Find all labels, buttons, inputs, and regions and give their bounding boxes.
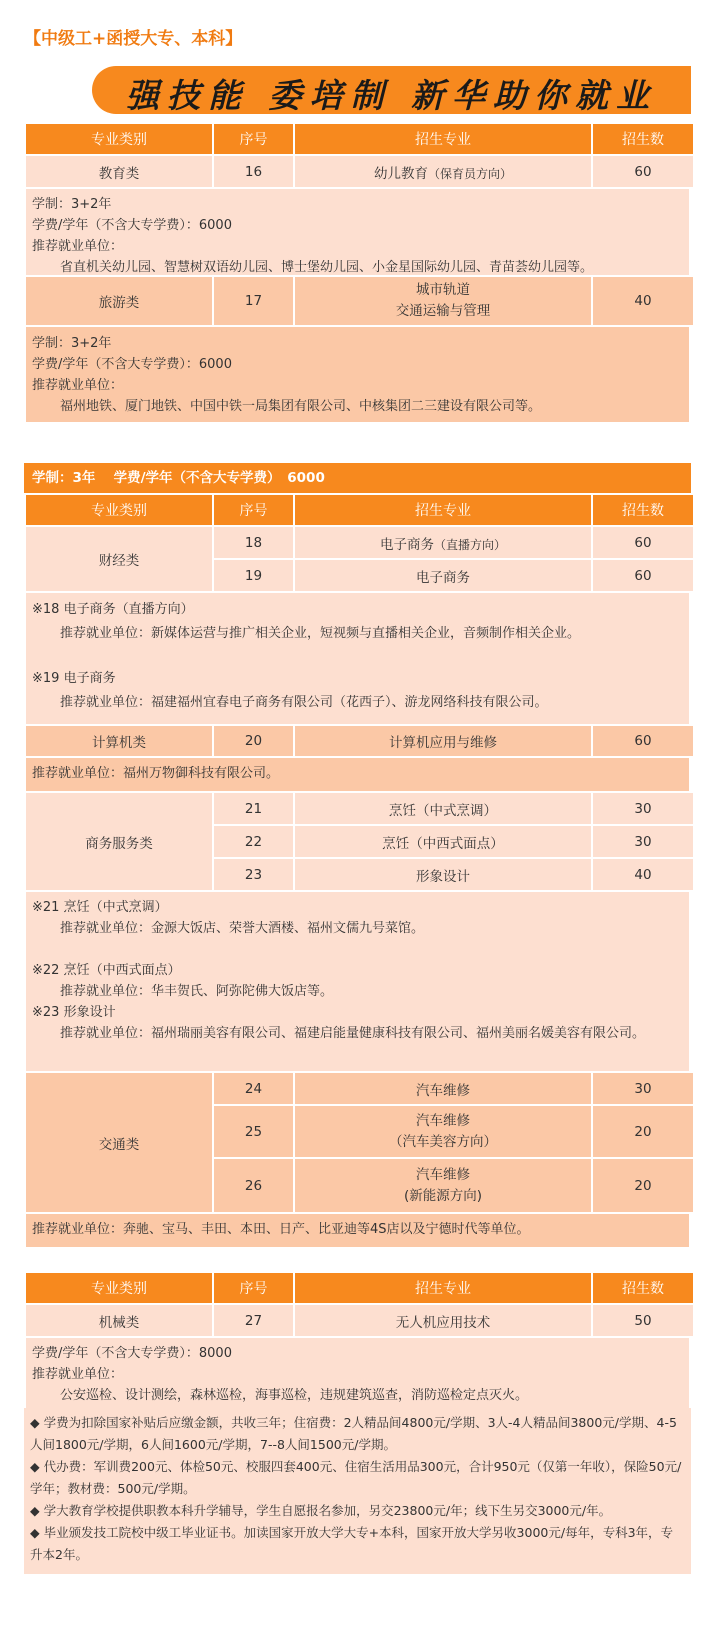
col-category: 专业类别 xyxy=(25,123,213,155)
section-title: 【中级工+函授大专、本科】 xyxy=(24,29,243,49)
major-cell xyxy=(294,1158,592,1213)
note-title: ※21 烹饪（中式烹调） xyxy=(32,900,168,915)
duration-text: 学制：3+2年 xyxy=(32,197,112,212)
note-text: 推荐就业单位：新媒体运营与推广相关企业，短视频与直播相关企业，音频制作相关企业。 xyxy=(60,626,581,641)
table-row xyxy=(25,1072,694,1105)
major-cell: 电子商务 xyxy=(294,559,592,592)
category-cell: 机械类 xyxy=(25,1304,213,1337)
quota-cell: 60 xyxy=(592,155,694,188)
table-row xyxy=(25,1304,694,1337)
duration-text: 学制：3+2年 xyxy=(32,336,112,351)
col-quota: 招生数 xyxy=(592,123,694,155)
note-title: ※19 电子商务 xyxy=(32,671,116,686)
col-number: 序号 xyxy=(213,123,294,155)
number-cell: 24 xyxy=(213,1072,294,1105)
footnote-item: ◆ 学大教育学校提供职教本科升学辅导，学生自愿报名参加，另交23800元/年；线下生另交3000元/年。 xyxy=(30,1503,612,1518)
fee-text: 学费/学年（不含大专学费）：8000 xyxy=(32,1346,232,1361)
category-cell: 教育类 xyxy=(25,155,213,188)
major-line2: (新能源方向) xyxy=(403,1187,483,1204)
major-line2: （汽车美容方向） xyxy=(389,1133,497,1150)
table-row xyxy=(25,526,694,559)
table-header xyxy=(25,123,694,155)
major-cell: 形象设计 xyxy=(294,858,592,891)
note-title: ※23 形象设计 xyxy=(32,1005,116,1020)
quota-cell: 30 xyxy=(592,825,694,858)
col-number: 序号 xyxy=(213,494,294,526)
number-cell: 26 xyxy=(213,1158,294,1213)
major-line1: 汽车维修 xyxy=(416,1166,470,1183)
note-text: 推荐就业单位：金源大饭店、荣誉大酒楼、福州文儒九号菜馆。 xyxy=(60,921,425,936)
number-cell: 23 xyxy=(213,858,294,891)
footnote-item: ◆ 毕业颁发技工院校中级工毕业证书。加读国家开放大学大专+本科，国家开放大学另收3000元/每年，专科3年，专升本2年。 xyxy=(30,1525,674,1562)
quota-cell: 60 xyxy=(592,559,694,592)
note-text: 推荐就业单位：福建福州宜春电子商务有限公司（花西子）、游龙网络科技有限公司。 xyxy=(60,695,548,710)
quota-cell: 60 xyxy=(592,526,694,559)
col-category: 专业类别 xyxy=(25,1272,213,1304)
table-mechanical xyxy=(24,1271,691,1410)
table-row xyxy=(25,725,694,757)
number-cell: 18 xyxy=(213,526,294,559)
footnote-item: ◆ 代办费：军训费200元、体检50元、校服四套400元、住宿生活用品300元，合计950元（仅第一年收），保险50元/学年；教材费：500元/学期。 xyxy=(30,1459,682,1496)
major-name: 幼儿教育 xyxy=(373,165,428,182)
fee-text: 学费/学年（不含大专学费）：6000 xyxy=(32,218,232,233)
number-cell: 16 xyxy=(213,155,294,188)
col-number: 序号 xyxy=(213,1272,294,1304)
table-three-year xyxy=(24,463,691,1247)
table-row xyxy=(25,276,694,326)
note-finance xyxy=(24,593,691,724)
major-line2: 交通运输与管理 xyxy=(395,303,491,319)
quota-cell: 20 xyxy=(592,1158,694,1213)
note-mechanical xyxy=(24,1338,691,1410)
quota-cell: 30 xyxy=(592,1072,694,1105)
quota-cell: 40 xyxy=(592,858,694,891)
note-title: ※22 烹饪（中西式面点） xyxy=(32,963,181,978)
major-cell xyxy=(294,155,592,188)
note-computer: 推荐就业单位：福州万物御科技有限公司。 xyxy=(24,758,691,791)
number-cell: 21 xyxy=(213,792,294,825)
number-cell: 27 xyxy=(213,1304,294,1337)
table-header xyxy=(25,1272,694,1304)
note-text: 推荐就业单位：华丰贺氏、阿弥陀佛大饭店等。 xyxy=(60,984,334,999)
banner-text: 强技能 委培制 新华助你就业 xyxy=(126,76,657,115)
category-cell: 财经类 xyxy=(25,526,213,592)
note-education xyxy=(24,189,691,275)
table-header xyxy=(25,494,694,526)
quota-cell: 30 xyxy=(592,792,694,825)
col-quota: 招生数 xyxy=(592,494,694,526)
quota-cell: 60 xyxy=(592,725,694,757)
major-sub: （保育员方向） xyxy=(427,166,512,181)
table-education-tourism xyxy=(24,122,691,422)
table-title: 学制：3年 学费/学年（不含大专学费） 6000 xyxy=(24,463,691,493)
number-cell: 22 xyxy=(213,825,294,858)
employ-text: 省直机关幼儿园、智慧树双语幼儿园、博士堡幼儿园、小金星国际幼儿园、青苗荟幼儿园等。 xyxy=(60,260,594,275)
number-cell: 19 xyxy=(213,559,294,592)
major-cell: 无人机应用技术 xyxy=(294,1304,592,1337)
major-cell xyxy=(294,1105,592,1158)
number-cell: 20 xyxy=(213,725,294,757)
quota-cell: 20 xyxy=(592,1105,694,1158)
table-row xyxy=(25,792,694,825)
major-cell: 汽车维修 xyxy=(294,1072,592,1105)
major-cell xyxy=(294,526,592,559)
note-text: 推荐就业单位：福州瑞丽美容有限公司、福建启能量健康科技有限公司、福州美丽名媛美容有限公司。 xyxy=(60,1026,646,1041)
category-cell: 交通类 xyxy=(25,1072,213,1213)
col-category: 专业类别 xyxy=(25,494,213,526)
col-major: 招生专业 xyxy=(294,494,592,526)
major-name: 电子商务 xyxy=(379,536,434,553)
footnotes xyxy=(24,1408,691,1574)
number-cell: 17 xyxy=(213,276,294,326)
note-business xyxy=(24,892,691,1071)
fee-text: 学费/学年（不含大专学费）：6000 xyxy=(32,357,232,372)
footnote-item: ◆ 学费为扣除国家补贴后应缴金额，共收三年；住宿费：2人精品间4800元/学期、3人-4人精品间3800元/学期、4-5人间1800元/学期，6人间1600元/学期，7--8人间1500元/学期。 xyxy=(30,1415,677,1452)
major-cell: 烹饪（中西式面点） xyxy=(294,825,592,858)
major-line1: 汽车维修 xyxy=(416,1112,470,1129)
col-quota: 招生数 xyxy=(592,1272,694,1304)
employ-text: 公安巡检、设计测绘，森林巡检，海事巡检，违规建筑巡查，消防巡检定点灭火。 xyxy=(60,1388,529,1403)
note-title: ※18 电子商务（直播方向） xyxy=(32,602,194,617)
note-tourism xyxy=(24,327,691,422)
quota-cell: 50 xyxy=(592,1304,694,1337)
major-cell: 计算机应用与维修 xyxy=(294,725,592,757)
quota-cell: 40 xyxy=(592,276,694,326)
number-cell: 25 xyxy=(213,1105,294,1158)
col-major: 招生专业 xyxy=(294,1272,592,1304)
slogan-banner xyxy=(92,64,691,116)
employ-label: 推荐就业单位： xyxy=(32,1367,124,1382)
employ-label: 推荐就业单位： xyxy=(32,378,124,393)
note-transport: 推荐就业单位：奔驰、宝马、丰田、本田、日产、比亚迪等4S店以及宁德时代等单位。 xyxy=(24,1214,691,1247)
major-sub: （直播方向） xyxy=(433,537,506,552)
category-cell: 旅游类 xyxy=(25,276,213,326)
table-row xyxy=(25,155,694,188)
major-cell xyxy=(294,276,592,326)
major-line1: 城市轨道 xyxy=(416,282,470,298)
category-cell: 商务服务类 xyxy=(25,792,213,891)
major-cell: 烹饪（中式烹调） xyxy=(294,792,592,825)
employ-label: 推荐就业单位： xyxy=(32,239,124,254)
category-cell: 计算机类 xyxy=(25,725,213,757)
col-major: 招生专业 xyxy=(294,123,592,155)
employ-text: 福州地铁、厦门地铁、中国中铁一局集团有限公司、中核集团二三建设有限公司等。 xyxy=(60,399,542,414)
